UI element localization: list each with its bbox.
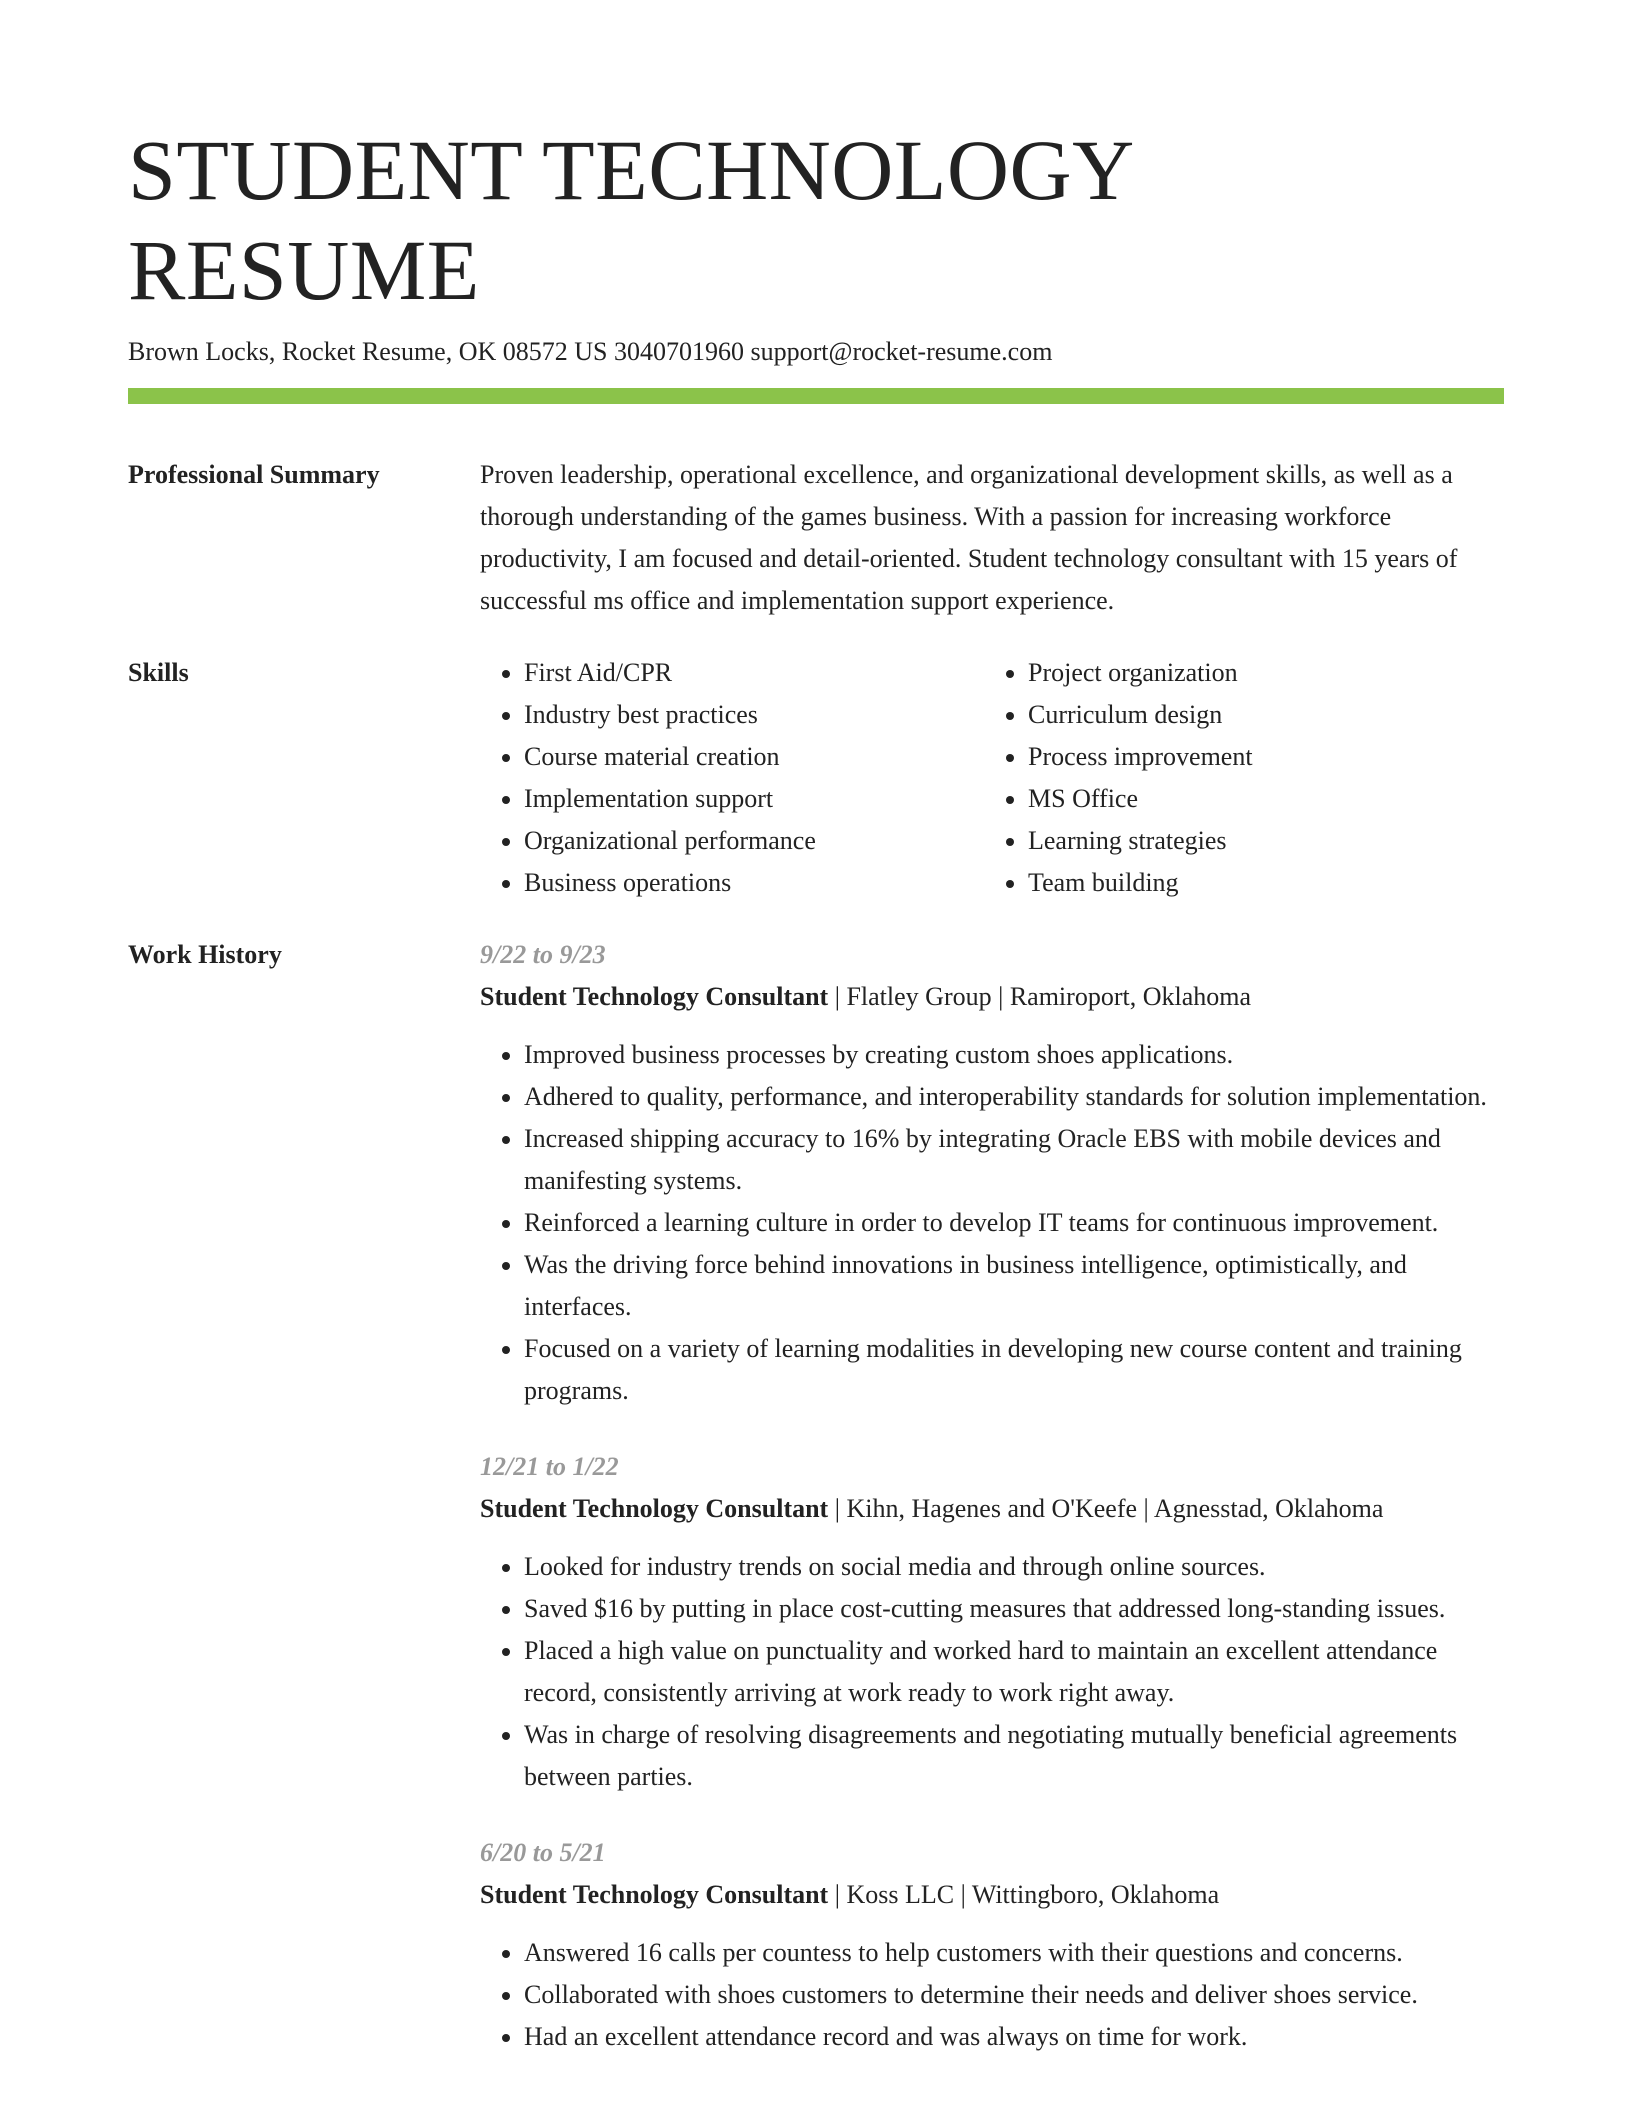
- job-entry: [480, 934, 1504, 1412]
- skill-item: • Learning strategies: [1028, 820, 1488, 862]
- job-bullet: • Answered 16 calls per countess to help customers with their questions and concerns.: [524, 1932, 1504, 1974]
- skill-item: • Process improvement: [1028, 736, 1488, 778]
- job-entry: [480, 1446, 1504, 1798]
- summary-heading: Professional Summary: [128, 460, 380, 489]
- skill-item: • Team building: [1028, 862, 1488, 904]
- skills-body: [480, 652, 1504, 904]
- job-bullets: [480, 1932, 1504, 2058]
- job-title: Student Technology Consultant: [480, 1880, 829, 1909]
- skills-list-left: [480, 652, 984, 904]
- skill-item: • MS Office: [1028, 778, 1488, 820]
- skill-item: • Implementation support: [524, 778, 984, 820]
- job-bullet: • Looked for industry trends on social media and through online sources.: [524, 1546, 1504, 1588]
- summary-body: [480, 454, 1504, 622]
- job-separator: |: [828, 1494, 847, 1523]
- skill-item: • Curriculum design: [1028, 694, 1488, 736]
- contact-line: Brown Locks, Rocket Resume, OK 08572 US 3040701960 support@rocket-resume.com: [128, 337, 1053, 366]
- job-bullet: • Was the driving force behind innovations in business intelligence, optimistically, and interfaces.: [524, 1244, 1504, 1328]
- job-bullet: • Adhered to quality, performance, and interoperability standards for solution implementation.: [524, 1076, 1504, 1118]
- skill-item: • Course material creation: [524, 736, 984, 778]
- job-title-line: [480, 1874, 1504, 1916]
- job-separator: |: [991, 982, 1010, 1011]
- skills-heading: Skills: [128, 658, 189, 687]
- skill-item: • Industry best practices: [524, 694, 984, 736]
- job-bullet: • Was in charge of resolving disagreements and negotiating mutually beneficial agreements between parties.: [524, 1714, 1504, 1798]
- skills-section: [128, 652, 1504, 904]
- job-dates: 12/21 to 1/22: [480, 1452, 619, 1481]
- skills-list-right: [984, 652, 1488, 904]
- job-location: Wittingboro, Oklahoma: [971, 1880, 1220, 1909]
- job-location: Agnesstad, Oklahoma: [1153, 1494, 1384, 1523]
- skill-item: • Project organization: [1028, 652, 1488, 694]
- summary-section: [128, 454, 1504, 622]
- job-bullet: • Increased shipping accuracy to 16% by integrating Oracle EBS with mobile devices and manifesting systems.: [524, 1118, 1504, 1202]
- job-bullet: • Improved business processes by creating custom shoes applications.: [524, 1034, 1504, 1076]
- job-entry: [480, 1832, 1504, 2058]
- job-bullet: • Reinforced a learning culture in order to develop IT teams for continuous improvement.: [524, 1202, 1504, 1244]
- job-title: Student Technology Consultant: [480, 982, 829, 1011]
- job-dates: 6/20 to 5/21: [480, 1838, 606, 1867]
- skills-columns: [480, 652, 1504, 904]
- skill-item: • First Aid/CPR: [524, 652, 984, 694]
- work-history-body: [480, 934, 1504, 2092]
- job-title-line: [480, 976, 1504, 1018]
- job-separator: |: [828, 982, 847, 1011]
- job-company: Koss LLC: [846, 1880, 955, 1909]
- job-location: Ramiroport, Oklahoma: [1009, 982, 1252, 1011]
- accent-divider: [128, 388, 1504, 404]
- job-company: Flatley Group: [846, 982, 992, 1011]
- job-separator: |: [954, 1880, 972, 1909]
- work-history-section: [128, 934, 1504, 2092]
- job-bullet: • Saved $16 by putting in place cost-cutting measures that addressed long-standing issues.: [524, 1588, 1504, 1630]
- work-history-heading: Work History: [128, 940, 282, 969]
- job-title: Student Technology Consultant: [480, 1494, 829, 1523]
- job-bullet: • Collaborated with shoes customers to determine their needs and deliver shoes service.: [524, 1974, 1504, 2016]
- job-separator: |: [828, 1880, 847, 1909]
- job-title-line: [480, 1488, 1504, 1530]
- job-bullets: [480, 1034, 1504, 1412]
- job-bullets: [480, 1546, 1504, 1798]
- job-bullet: • Placed a high value on punctuality and worked hard to maintain an excellent attendance record, consistently arriving at work ready to work right away.: [524, 1630, 1504, 1714]
- skill-item: • Organizational performance: [524, 820, 984, 862]
- job-dates: 9/22 to 9/23: [480, 940, 606, 969]
- job-bullet: • Focused on a variety of learning modalities in developing new course content and training programs.: [524, 1328, 1504, 1412]
- summary-text: Proven leadership, operational excellence, and organizational development skills, as well as a thorough understanding of the games business. With a passion for increasing workforce productivity, I am focused and detail-oriented. Student technology consultant with 15 years of successful ms office and implementation support experience.: [480, 460, 1458, 615]
- job-company: Kihn, Hagenes and O'Keefe: [846, 1494, 1138, 1523]
- job-separator: |: [1137, 1494, 1154, 1523]
- skill-item: • Business operations: [524, 862, 984, 904]
- job-bullet: • Had an excellent attendance record and was always on time for work.: [524, 2016, 1504, 2058]
- resume-title: STUDENT TECHNOLOGY RESUME: [128, 122, 1132, 318]
